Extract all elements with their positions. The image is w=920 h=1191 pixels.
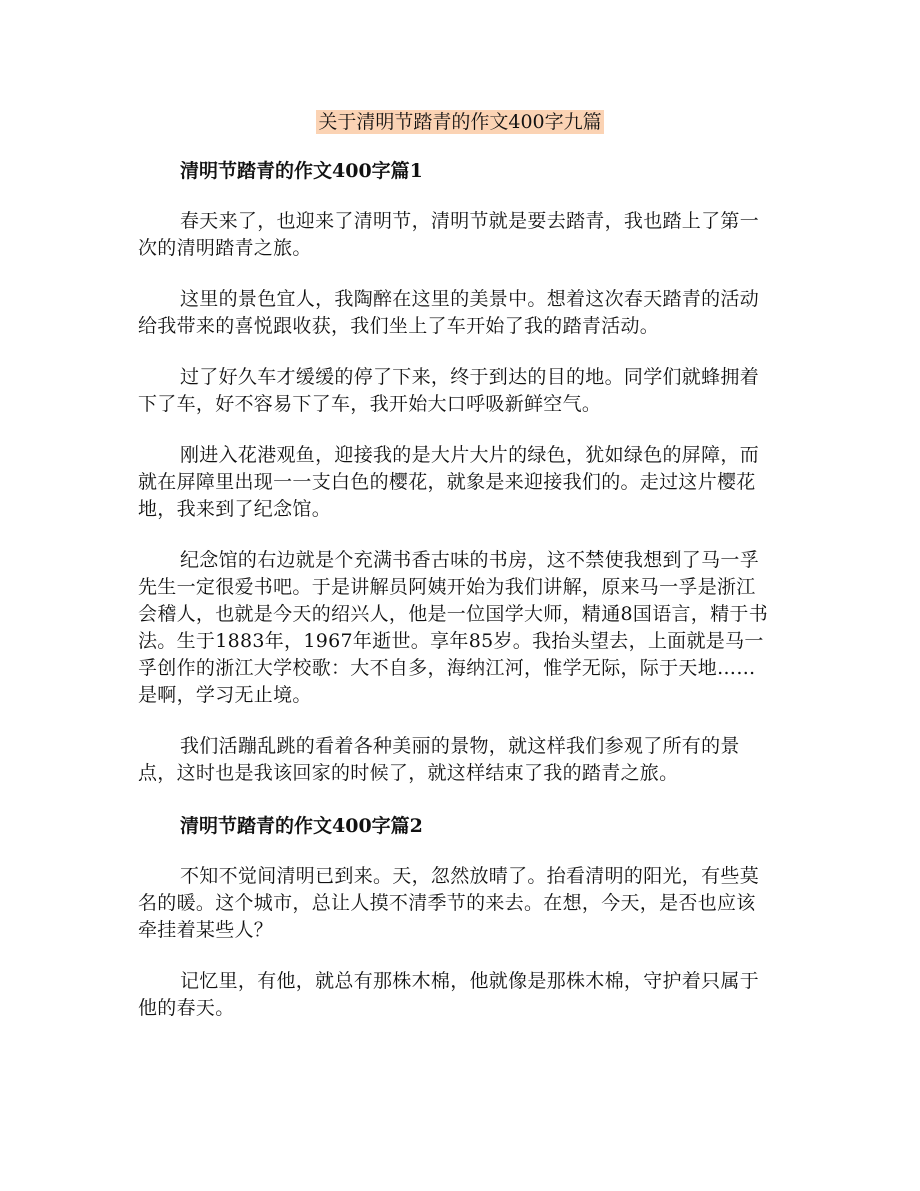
paragraph: 记忆里，有他，就总有那株木棉，他就像是那株木棉，守护着只属于他的春天。 <box>138 970 760 1019</box>
paragraph: 过了好久车才缓缓的停了下来，终于到达的目的地。同学们就蜂拥着下了车，好不容易下了车，我开始大口呼吸新鲜空气。 <box>138 366 760 415</box>
document-title <box>0 108 920 136</box>
section-heading-1: 清明节踏青的作文400字篇1 <box>180 160 423 182</box>
paragraph: 这里的景色宜人，我陶醉在这里的美景中。想着这次春天踏青的活动给我带来的喜悦跟收获，我们坐上了车开始了我的踏青活动。 <box>138 288 760 337</box>
paragraph: 纪念馆的右边就是个充满书香古味的书房，这不禁使我想到了马一孚先生一定很爱书吧。于是讲解员阿姨开始为我们讲解，原来马一孚是浙江会稽人，也就是今天的绍兴人，他是一位国学大师，精通8国语言，精于书法。生于1883年，1967年逝世。享年85岁。我抬头望去，上面就是马一孚创作的浙江大学校歌：大不自多，海纳江河，惟学无际，际于天地……是啊，学习无止境。 <box>138 549 768 706</box>
paragraph: 春天来了，也迎来了清明节，清明节就是要去踏青，我也踏上了第一次的清明踏青之旅。 <box>138 210 760 259</box>
paragraph: 不知不觉间清明已到来。天，忽然放晴了。抬看清明的阳光，有些莫名的暖。这个城市，总让人摸不清季节的来去。在想，今天，是否也应该牵挂着某些人？ <box>138 865 760 941</box>
section-heading-2: 清明节踏青的作文400字篇2 <box>180 815 423 837</box>
document-body <box>138 156 774 1046</box>
document-title-text: 关于清明节踏青的作文400字九篇 <box>318 111 602 133</box>
paragraph: 刚进入花港观鱼，迎接我的是大片大片的绿色，犹如绿色的屏障，而就在屏障里出现一一支白色的樱花，就象是来迎接我们的。走过这片樱花地，我来到了纪念馆。 <box>138 444 760 520</box>
paragraph: 我们活蹦乱跳的看着各种美丽的景物，就这样我们参观了所有的景点，这时也是我该回家的时候了，就这样结束了我的踏青之旅。 <box>138 735 740 784</box>
